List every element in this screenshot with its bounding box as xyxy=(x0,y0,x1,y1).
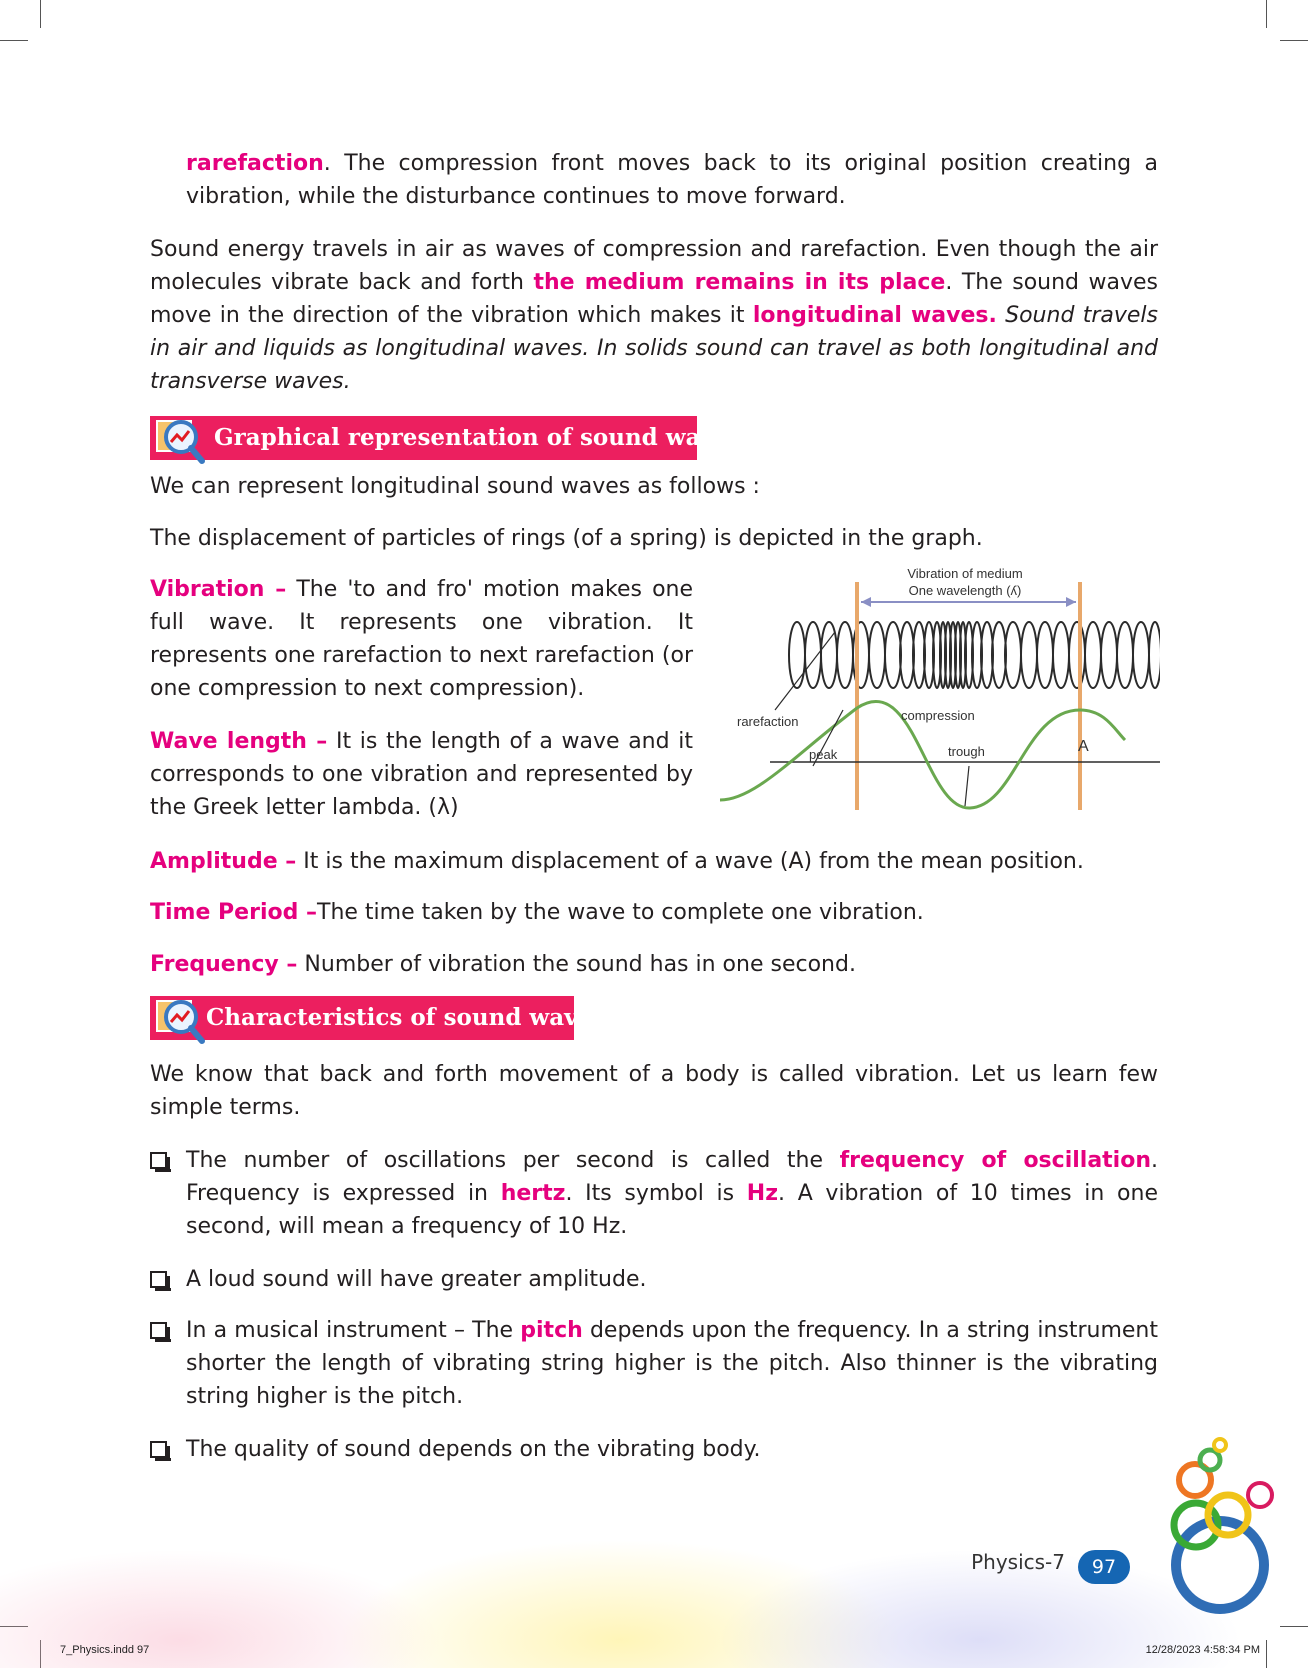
page-number-badge: 97 xyxy=(1078,1550,1130,1584)
definition-text: It is the length of a wave and it corresponds to one vibration and represented by the Greek letter lambda. (λ) xyxy=(150,729,693,820)
highlight-pitch: pitch xyxy=(520,1318,583,1343)
term-vibration: Vibration – xyxy=(150,577,287,602)
italic-text: Sound travels in air and liquids as longitudinal waves. In solids sound can travel as both longitudinal and transverse waves. xyxy=(150,303,1158,394)
label-wavelength: One wavelength (ʎ) xyxy=(908,583,1022,598)
term-wavelength: Wave length – xyxy=(150,729,328,754)
bullet-text: The quality of sound depends on the vibrating body. xyxy=(186,1437,761,1462)
decorative-rings-icon xyxy=(1150,1435,1308,1635)
book-title: Physics-7 xyxy=(971,1550,1065,1574)
intro-text: . The compression front moves back to its original position creating a vibration, while the disturbance continues to move forward. xyxy=(186,151,1158,209)
label-amplitude: A xyxy=(1078,738,1089,755)
term-rarefaction: rarefaction xyxy=(186,151,324,176)
represent-line: We can represent longitudinal sound waves as follows : xyxy=(150,474,760,499)
bullet-run: . Frequency is expressed in xyxy=(186,1148,1158,1206)
checkbox-bullet-icon xyxy=(150,1271,167,1288)
crop-mark xyxy=(1280,40,1308,41)
section-heading-graphical xyxy=(150,416,742,460)
magnifier-chart-icon xyxy=(154,415,206,465)
bullet-run: In a musical instrument – The xyxy=(186,1318,521,1343)
para-text: . The sound waves move in the direction of the vibration which makes it xyxy=(150,270,1158,328)
label-trough: trough xyxy=(948,744,985,759)
definition-vibration xyxy=(150,573,693,705)
para-text: Sound energy travels in air as waves of compression and rarefaction. Even though the air molecules vibrate back and forth xyxy=(150,237,1158,295)
bullet-run: The number of oscillations per second is called the xyxy=(186,1148,840,1173)
definition-text: The 'to and fro' motion makes one full wave. It represents one vibration. It represents one rarefaction to next rarefaction (or one compression to next compression). xyxy=(150,577,694,701)
bullet-text xyxy=(186,1144,1158,1243)
bullet-run: depends upon the frequency. In a string instrument shorter the length of vibrating string higher is the pitch. Also thinner is the vibrating string higher is the pitch. xyxy=(186,1318,1158,1409)
crop-mark xyxy=(1266,0,1267,28)
label-compression: compression xyxy=(901,708,975,723)
definition-frequency xyxy=(150,948,1158,981)
bullet-run: . Its symbol is xyxy=(565,1181,747,1206)
characteristics-intro: We know that back and forth movement of a body is called vibration. Let us learn few simple terms. xyxy=(150,1062,1158,1120)
label-peak: peak xyxy=(809,747,838,762)
checkbox-bullet-icon xyxy=(150,1152,167,1169)
bullet-text xyxy=(186,1314,1158,1413)
term-frequency: Frequency – xyxy=(150,952,298,977)
sound-wave-diagram xyxy=(715,560,1160,820)
checkbox-bullet-icon xyxy=(150,1441,167,1458)
term-time-period: Time Period – xyxy=(150,900,318,925)
bullet-text: A loud sound will have greater amplitude. xyxy=(186,1267,647,1292)
highlight-longitudinal: longitudinal waves. xyxy=(752,303,997,328)
definition-wavelength xyxy=(150,725,693,824)
term-amplitude: Amplitude – xyxy=(150,849,297,874)
highlight-frequency-oscillation: frequency of oscillation xyxy=(839,1148,1151,1173)
displacement-line: The displacement of particles of rings (of a spring) is depicted in the graph. xyxy=(150,526,983,551)
sound-energy-paragraph xyxy=(150,233,1158,398)
magnifier-chart-icon xyxy=(154,995,206,1045)
definition-amplitude xyxy=(150,845,1158,878)
crop-mark xyxy=(40,0,41,28)
checkbox-bullet-icon xyxy=(150,1322,167,1339)
definition-time-period xyxy=(150,896,1158,929)
intro-paragraph xyxy=(186,147,1158,213)
highlight-medium: the medium remains in its place xyxy=(533,270,946,295)
print-slug-date: 12/28/2023 4:58:34 PM xyxy=(1145,1644,1260,1656)
print-slug-file: 7_Physics.indd 97 xyxy=(60,1644,150,1656)
section-title: Characteristics of sound waves xyxy=(206,1004,606,1031)
crop-mark xyxy=(0,40,28,41)
highlight-hz: Hz xyxy=(746,1181,779,1206)
definition-text: The time taken by the wave to complete one vibration. xyxy=(317,900,924,925)
definition-text: Number of vibration the sound has in one second. xyxy=(297,952,856,977)
section-title: Graphical representation of sound waves xyxy=(214,424,742,451)
highlight-hertz: hertz xyxy=(500,1181,566,1206)
bullet-run: . A vibration of 10 times in one second, will mean a frequency of 10 Hz. xyxy=(186,1181,1158,1239)
definition-text: It is the maximum displacement of a wave (A) from the mean position. xyxy=(296,849,1084,874)
label-vibration-medium: Vibration of medium xyxy=(907,566,1023,581)
section-heading-characteristics xyxy=(150,996,606,1040)
label-rarefaction: rarefaction xyxy=(737,714,799,729)
